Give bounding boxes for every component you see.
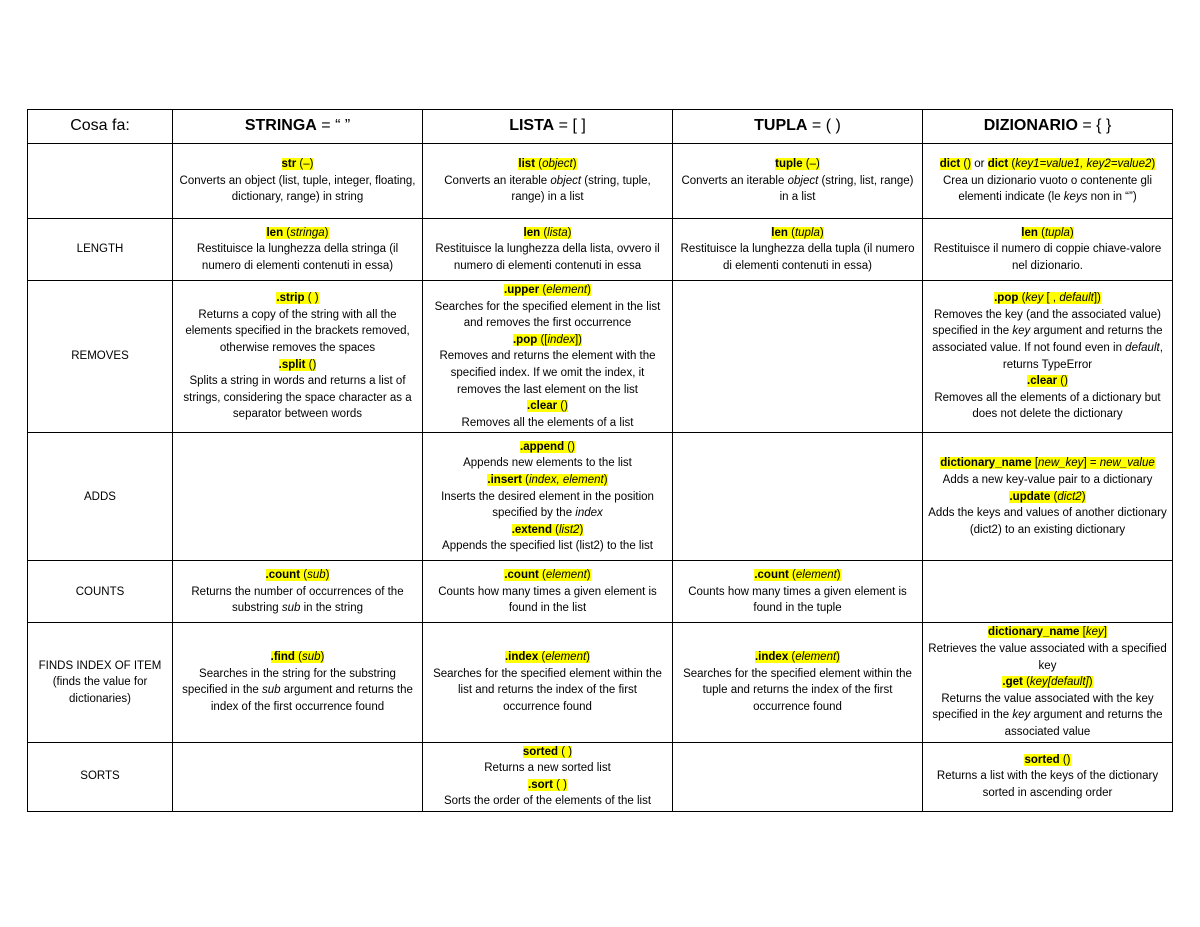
row-label-finds: FINDS INDEX OF ITEM (finds the value for dictionaries) — [28, 623, 173, 742]
cell-list-counts: .count (element) Counts how many times a given element is found in the list — [423, 561, 673, 623]
cell-str-finds: .find (sub) Searches in the string for the substring specified in the sub argument and returns the index of the first occurrence found — [173, 623, 423, 742]
row-label-removes: REMOVES — [28, 281, 173, 433]
row-label-sorts: SORTS — [28, 742, 173, 811]
row-removes — [28, 281, 1173, 433]
cell-tuple-adds — [673, 433, 923, 561]
cell-tuple-finds: .index (element) Searches for the specified element within the tuple and returns the index of the first occurrence found — [673, 623, 923, 742]
header-stringa: STRINGA = “ ” — [173, 110, 423, 144]
cell-str-adds — [173, 433, 423, 561]
cell-dict-sorts: sorted () Returns a list with the keys of the dictionary sorted in ascending order — [923, 742, 1173, 811]
cell-list-removes: .upper (element) Searches for the specified element in the list and removes the first occurrence .pop ([index]) Removes and returns the element with the specified index. If we omit the index, it removes the last element on the list .clear () Removes all the elements of a list — [423, 281, 673, 433]
row-label-length: LENGTH — [28, 219, 173, 281]
header-cosa-fa: Cosa fa: — [28, 110, 173, 144]
cell-str-counts: .count (sub) Returns the number of occurrences of the substring sub in the string — [173, 561, 423, 623]
cell-dict-adds: dictionary_name [new_key] = new_value Adds a new key-value pair to a dictionary .update (dict2) Adds the keys and values of another dictionary (dict2) to an existing dictionary — [923, 433, 1173, 561]
cell-dict-length: len (tupla) Restituisce il numero di coppie chiave-valore nel dizionario. — [923, 219, 1173, 281]
row-counts — [28, 561, 1173, 623]
cell-dict-removes: .pop (key [ , default]) Removes the key (and the associated value) specified in the key argument and returns the associated value. If not found even in default, returns TypeError .clear () Removes all the elements of a dictionary but does not delete the dictionary — [923, 281, 1173, 433]
cell-tuple-sorts — [673, 742, 923, 811]
row-length — [28, 219, 1173, 281]
row-label-adds: ADDS — [28, 433, 173, 561]
cell-tuple-length: len (tupla) Restituisce la lunghezza della tupla (il numero di elementi contenuti in essa) — [673, 219, 923, 281]
cell-list-sorts: sorted ( ) Returns a new sorted list .sort ( ) Sorts the order of the elements of the list — [423, 742, 673, 811]
row-finds — [28, 623, 1173, 742]
header-tupla: TUPLA = ( ) — [673, 110, 923, 144]
cell-list-finds: .index (element) Searches for the specified element within the list and returns the index of the first occurrence found — [423, 623, 673, 742]
row-adds — [28, 433, 1173, 561]
row-constructor — [28, 144, 1173, 219]
cell-str-constructor: str (–) Converts an object (list, tuple, integer, floating, dictionary, range) in string — [173, 144, 423, 219]
cell-tuple-removes — [673, 281, 923, 433]
cell-tuple-counts: .count (element) Counts how many times a given element is found in the tuple — [673, 561, 923, 623]
row-sorts — [28, 742, 1173, 811]
header-dizionario: DIZIONARIO = { } — [923, 110, 1173, 144]
header-lista: LISTA = [ ] — [423, 110, 673, 144]
cell-dict-finds: dictionary_name [key] Retrieves the value associated with a specified key .get (key[default]) Returns the value associated with the key specified in the key argument and returns the associated value — [923, 623, 1173, 742]
cell-dict-counts — [923, 561, 1173, 623]
row-label-constructor — [28, 144, 173, 219]
cell-list-constructor: list (object) Converts an iterable object (string, tuple, range) in a list — [423, 144, 673, 219]
row-label-counts: COUNTS — [28, 561, 173, 623]
cell-tuple-constructor: tuple (–) Converts an iterable object (string, list, range) in a list — [673, 144, 923, 219]
header-row — [28, 110, 1173, 144]
cell-str-length: len (stringa) Restituisce la lunghezza della stringa (il numero di elementi contenuti in essa) — [173, 219, 423, 281]
cell-str-sorts — [173, 742, 423, 811]
cell-dict-constructor: dict () or dict (key1=value1, key2=value2) Crea un dizionario vuoto o contenente gli elementi indicate (le keys non in “”) — [923, 144, 1173, 219]
cell-list-adds: .append () Appends new elements to the list .insert (index, element) Inserts the desired element in the position specified by the index .extend (list2) Appends the specified list (list2) to the list — [423, 433, 673, 561]
cell-list-length: len (lista) Restituisce la lunghezza della lista, ovvero il numero di elementi contenuti in essa — [423, 219, 673, 281]
python-data-types-table — [27, 109, 1173, 812]
cell-str-removes: .strip ( ) Returns a copy of the string with all the elements specified in the brackets removed, otherwise removes the spaces .split () Splits a string in words and returns a list of strings, considering the space character as a separator between words — [173, 281, 423, 433]
